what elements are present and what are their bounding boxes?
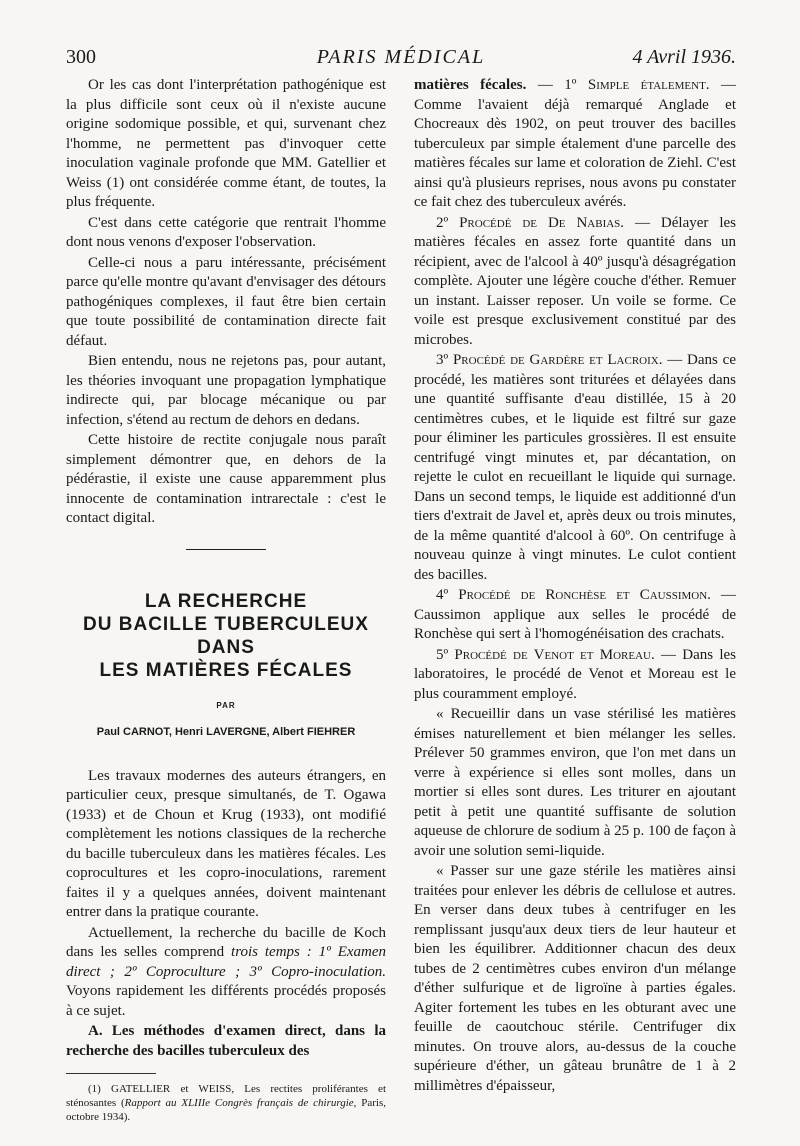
- by-line: PAR: [216, 700, 236, 710]
- heading-run: matières fécales.: [414, 77, 527, 93]
- paragraph: Or les cas dont l'interprétation pathogénique est la plus difficile sont ceux où il n'existe aucune origine sodomique possible, et qui, survenant chez l'homme, ne permettent pas d'invoquer cette inoculation vaginale profonde que MM. Gatellier et Weiss (1) ont considérée comme étant, de toutes, la plus fréquente.: [66, 77, 386, 210]
- issue-date: 4 Avril 1936.: [632, 46, 736, 68]
- subheading-run: 2º Procédé de De Nabias.: [436, 214, 625, 231]
- subheading-run: 3º Procédé de Gardère et Lacroix.: [436, 352, 663, 368]
- title-line: DANS: [197, 636, 255, 658]
- title-line: LA RECHERCHE: [144, 590, 308, 612]
- page-number: 300: [66, 46, 96, 68]
- paragraph: [414, 351, 736, 585]
- footnote-text: (1) GATELLIER et WEISS, Les rectites proliférantes et sténosantes (: [66, 1083, 386, 1109]
- paragraph: C'est dans cette catégorie que rentrait l'homme dont nous venons d'exposer l'observation.: [66, 214, 386, 250]
- journal-title: PARIS MÉDICAL: [316, 46, 486, 68]
- authors: Paul CARNOT, Henri LAVERGNE, Albert FIEHRER: [96, 726, 356, 738]
- right-column: [414, 76, 736, 1097]
- paragraph: « Recueillir dans un vase stérilisé les matières émises naturellement et bien mélanger les selles. Prélever 50 grammes environ, que l'on met dans un verre à expérience si elles sont molles, dans un mortier si elles sont dures. Les triturer en ajoutant petit à petit une quantité suffisante de solution aqueuse de chlorure de sodium à 25 p. 100 de façon à avoir une solution semi-liquide.: [414, 706, 736, 859]
- paragraph: [414, 214, 736, 351]
- subheading-run: — 1º Simple étalement.: [526, 77, 710, 93]
- paragraph: Celle-ci nous a paru intéressante, précisément parce qu'elle montre qu'avant d'envisager des détours pathogéniques complexes, il faut être bien certain que toute possibilité de contamination directe fait défaut.: [66, 254, 386, 349]
- text-run: — Dans les laboratoires, le procédé de Venot et Moreau est le plus couramment employé.: [414, 646, 736, 702]
- paragraph: [414, 646, 736, 705]
- paragraph: [414, 586, 736, 645]
- section-heading: A. Les méthodes d'examen direct, dans la recherche des bacilles tuberculeux des: [66, 1023, 386, 1059]
- paragraph: « Passer sur une gaze stérile les matières ainsi traitées pour enlever les débris de cellulose et autres. En verser dans deux tubes à centrifuger en les remplissant jusqu'aux deux tiers de leur hauteur et bien les équilibrer. Additionner chacun des deux tubes de 2 centimètres cubes environ d'un mélange d'éther sulfurique et de ligroïne à parties égales. Agiter fortement les tubes en les obturant avec une feuille de caoutchouc stérile. Centrifuger dix minutes. On trouve alors, au-dessus de la couche supérieure d'éther, un gâteau brunâtre de 1 à 2 millimètres d'épaisseur,: [414, 863, 736, 1094]
- text-run: — Dans ce procédé, les matières sont triturées et délayées dans une quantité suffisante d'eau distillée, 15 à 20 centimètres cubes, et le liquide est filtré sur gaze pour éliminer les particules grossières. Il est ensuite centrifugé vingt minutes et, par décantation, on rejette le culot en recueillant le liquide qui surnage. Dans un second temps, le liquide est additionné d'un tiers d'extrait de Javel et, après deux ou trois minutes, de la même quantité d'alcool à 60º. On centrifuge à nouveau quinze à vingt minutes. Le culot contient des bacilles.: [414, 352, 736, 583]
- footnote-divider: [66, 1073, 156, 1074]
- left-column: [66, 76, 386, 1124]
- subheading-run: 4º Procédé de Ronchèse et Caussimon.: [436, 587, 711, 603]
- text-run: — Délayer les matières fécales en assez forte quantité dans un récipient, avec de l'alcool à 40º jusqu'à désagrégation complète. Ajouter une légère couche d'éther. Remuer un instant. Laisser reposer. Un voile se forme. Ce voile est presque exclusivement constitué par des microbes.: [414, 214, 736, 348]
- paragraph: Bien entendu, nous ne rejetons pas, pour autant, les théories invoquant une propagation lymphatique indirecte qui, par blocage mécanique ou par infection, s'étend au rectum de dehors en dedans.: [66, 353, 386, 428]
- text-run-italic: trois temps : 1º Examen direct ; 2º Coproculture ; 3º Copro-inoculation.: [66, 944, 386, 980]
- title-line: DU BACILLE TUBERCULEUX: [83, 613, 369, 635]
- title-line: LES MATIÈRES FÉCALES: [99, 659, 353, 681]
- text-run: — Caussimon applique aux selles le procédé de Ronchèse qui sert à l'homogénéisation des crachats.: [414, 587, 736, 642]
- paragraph: Cette histoire de rectite conjugale nous paraît simplement démontrer que, en dehors de la pédérastie, il existe une cause apparemment plus innocente de contamination intrarectale : c'est le contact digital.: [66, 432, 386, 526]
- paragraph: [414, 76, 736, 213]
- text-run: Actuellement, la recherche du bacille de Koch dans les selles comprend: [66, 924, 386, 960]
- paragraph: [66, 924, 386, 1022]
- page-header: [66, 46, 736, 74]
- footnote-italic: Rapport au XLIIIe Congrès français de chirurgie: [124, 1097, 354, 1109]
- text-run: — Comme l'avaient déjà remarqué Anglade et Chocreaux dès 1902, on peut trouver des bacilles tuberculeux par simple étalement d'une parcelle des matières fécales sur lame et coloration de Ziehl. C'est ainsi qu'à plusieurs reprises, nous avons pu constater ce fait chez des tuberculeux avérés.: [414, 77, 736, 210]
- text-run: Voyons rapidement les différents procédés proposés à ce sujet.: [66, 983, 386, 1019]
- section-divider: [186, 549, 266, 550]
- article-title: [66, 590, 386, 682]
- footnote: [66, 1082, 386, 1124]
- paragraph: Les travaux modernes des auteurs étrangers, en particulier ceux, presque simultanés, de T. Ogawa (1933) et de Choun et Krug (1933), ont modifié complètement les notions classiques de la recherche du bacille tuberculeux dans les matières fécales. Les coprocultures et les copro-inoculations, rarement faites il y a quelques années, doivent maintenant entrer dans la pratique courante.: [66, 767, 386, 920]
- footnote-text: , Paris, octobre 1934).: [66, 1097, 387, 1123]
- subheading-run: 5º Procédé de Venot et Moreau.: [436, 646, 655, 663]
